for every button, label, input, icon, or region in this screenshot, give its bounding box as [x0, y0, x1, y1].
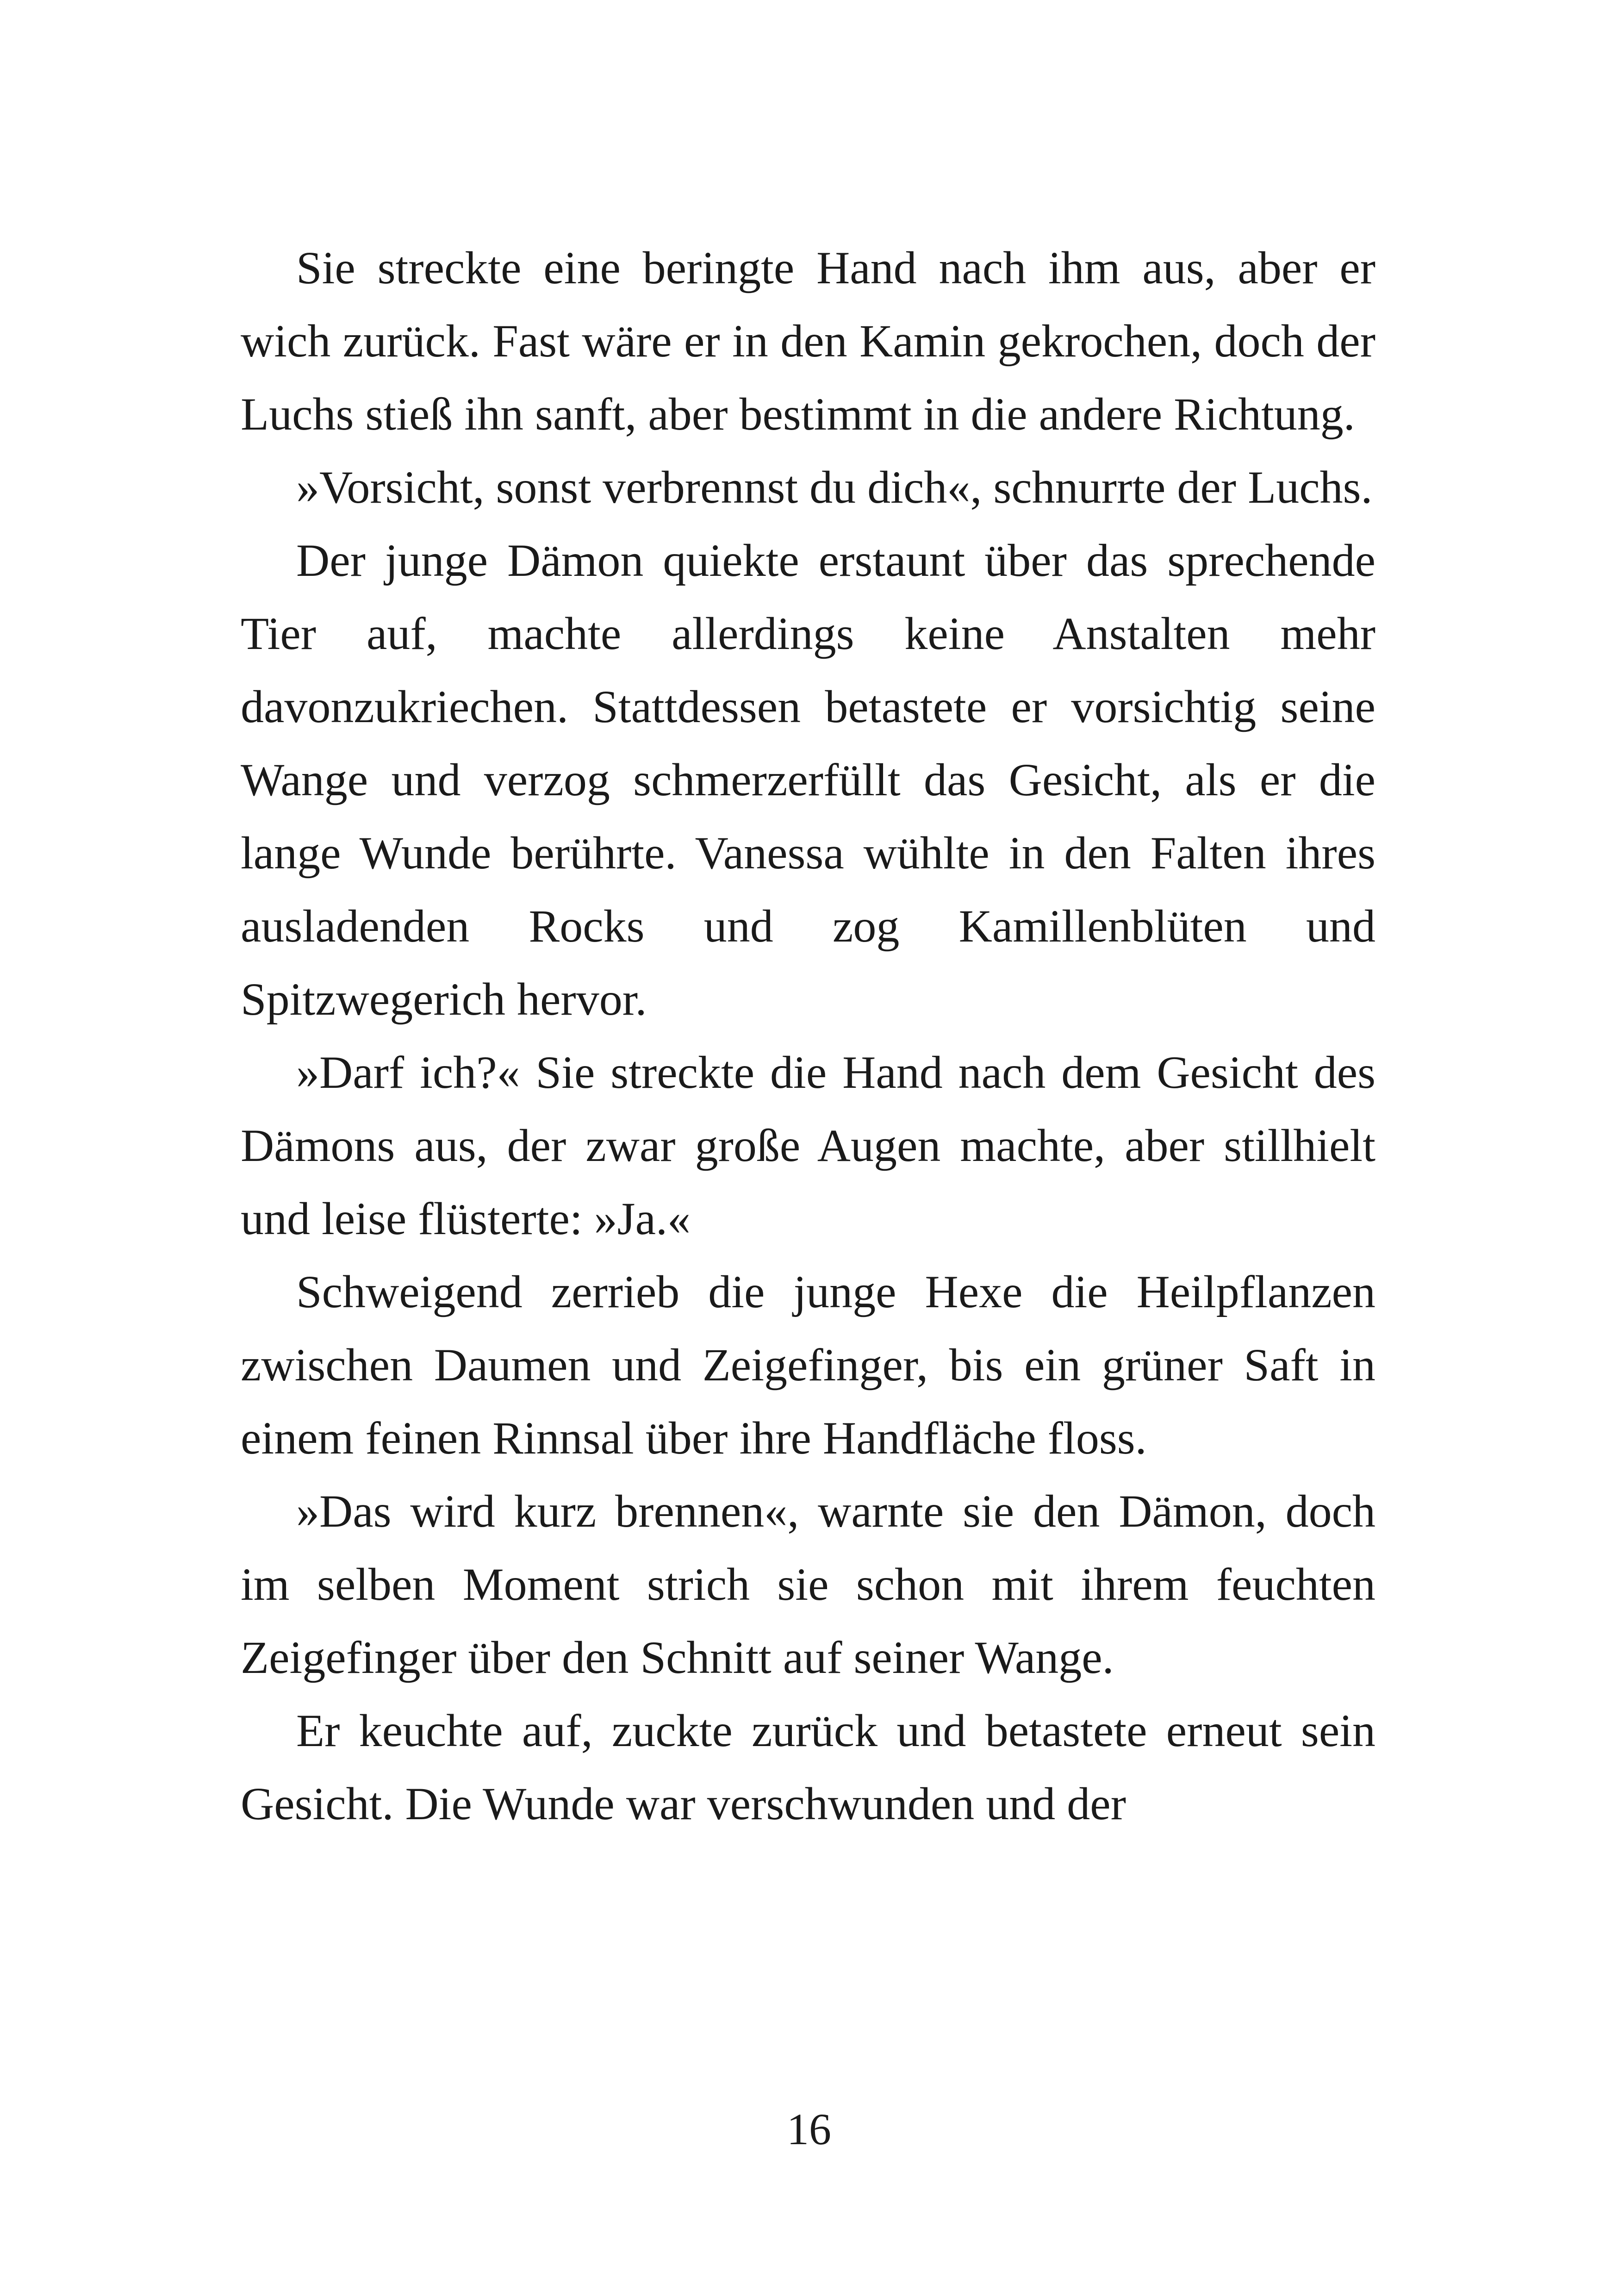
paragraph-7: Er keuchte auf, zuckte zurück und betastete erneut sein Gesicht. Die Wunde war verschwunden und der: [241, 1705, 1375, 1829]
paragraph-5: Schweigend zerrieb die junge Hexe die Heilpflanzen zwischen Daumen und Zeigefinger, bis ein grüner Saft in einem feinen Rinnsal über ihre Handfläche floss.: [241, 1266, 1375, 1464]
paragraph-3: Der junge Dämon quiekte erstaunt über das sprechende Tier auf, machte allerdings keine Anstalten mehr davonzukriechen. Stattdessen betastete er vorsichtig seine Wange und verzog schmerzerfüllt das Gesicht, als er die lange Wunde berührte. Vanessa wühlte in den Falten ihres ausladenden Rocks und zog Kamillenblüten und Spitzwegerich hervor.: [241, 535, 1375, 1025]
page-number: 16: [787, 2104, 831, 2154]
paragraph-6: »Das wird kurz brennen«, warnte sie den Dämon, doch im selben Moment strich sie schon mit ihrem feuchten Zeigefinger über den Schnitt auf seiner Wange.: [241, 1485, 1375, 1683]
paragraph-4: »Darf ich?« Sie streckte die Hand nach dem Gesicht des Dämons aus, der zwar große Augen machte, aber stillhielt und leise flüsterte: »Ja.«: [241, 1047, 1375, 1244]
paragraph-2: »Vorsicht, sonst verbrennst du dich«, schnurrte der Luchs.: [296, 462, 1373, 513]
paragraph-1: Sie streckte eine beringte Hand nach ihm aus, aber er wich zurück. Fast wäre er in den Kamin gekrochen, doch der Luchs stieß ihn sanft, aber bestimmt in die andere Richtung.: [241, 242, 1375, 440]
body-text: [241, 231, 1375, 1841]
